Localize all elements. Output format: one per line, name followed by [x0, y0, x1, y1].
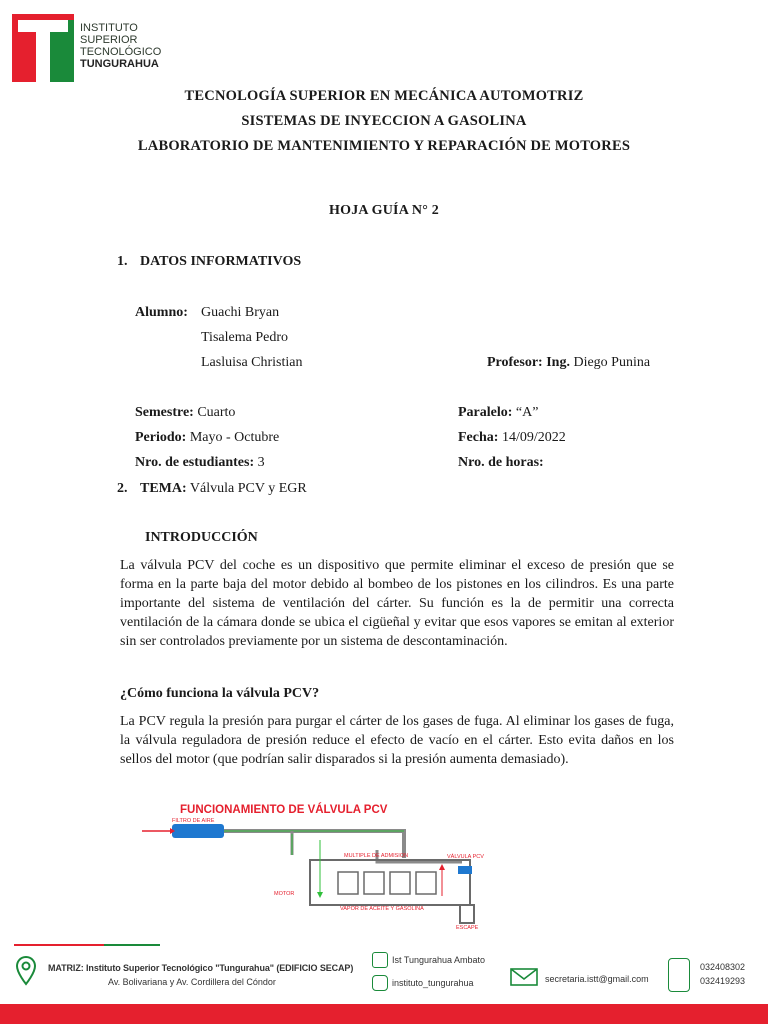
cylinder-1: [338, 872, 358, 894]
facebook-icon[interactable]: [372, 952, 388, 968]
facebook-handle[interactable]: Ist Tungurahua Ambato: [392, 955, 486, 965]
semestre-value: Cuarto: [197, 405, 236, 420]
semestre-field: [135, 405, 235, 421]
nro-horas-label: Nro. de horas:: [458, 455, 544, 470]
filtro-label: FILTRO DE AIRE: [172, 818, 215, 824]
cylinder-3: [390, 872, 410, 894]
guide-title: HOJA GUÍA N° 2: [329, 203, 439, 218]
tema-field: [140, 481, 307, 497]
institute-logo: [12, 14, 74, 82]
logo-text: [80, 22, 161, 70]
fecha-label: Fecha:: [458, 430, 499, 445]
email-address[interactable]: secretaria.istt@gmail.com: [545, 974, 649, 984]
footer-line-red: [14, 944, 104, 946]
logo-line-4: TUNGURAHUA: [80, 58, 159, 70]
logo-mark-icon: [12, 14, 74, 82]
section1-title: DATOS INFORMATIVOS: [140, 254, 302, 269]
pcv-valve-shape: [458, 866, 472, 874]
instagram-handle[interactable]: instituto_tungurahua: [392, 978, 474, 988]
air-filter-shape: [172, 824, 224, 838]
semestre-label: Semestre:: [135, 405, 194, 420]
paralelo-value: “A”: [515, 405, 539, 420]
logo-line-1: INSTITUTO: [80, 22, 138, 34]
motor-label: MOTOR: [274, 891, 295, 897]
periodo-value: Mayo - Octubre: [189, 430, 280, 445]
subject-title: SISTEMAS DE INYECCION A GASOLINA: [241, 113, 527, 129]
email-icon: [510, 968, 538, 991]
phone-icon: [668, 958, 690, 992]
pcv-diagram: [142, 800, 492, 930]
tema-value: Válvula PCV y EGR: [189, 481, 307, 496]
phone-1: 032408302: [700, 962, 746, 972]
multiple-label: MULTIPLE DE ADMISION: [344, 853, 409, 859]
phone-2: 032419293: [700, 976, 746, 986]
paralelo-label: Paralelo:: [458, 405, 513, 420]
how-paragraph: La PCV regula la presión para purgar el cárter de los gases de fuga. Al eliminar los gases de fuga, la válvula reguladora de presión reduce el efecto de vacío en el cárter. Esto evita daños en los sellos del motor (que podrían salir disparados si la presión aumenta demasiado).: [120, 714, 674, 767]
how-heading: ¿Cómo funciona la válvula PCV?: [120, 686, 320, 701]
student-1: Guachi Bryan: [201, 305, 280, 320]
instagram-icon[interactable]: [372, 975, 388, 991]
valvula-label: VÁLVULA PCV: [447, 854, 484, 860]
flow-arrow-green-head-icon: [317, 892, 323, 898]
exhaust-pipe: [460, 905, 474, 923]
section2-number: 2.: [117, 481, 128, 496]
profesor-title: Ing.: [546, 355, 570, 370]
address-line-2: Av. Bolivariana y Av. Cordillera del Cóndor: [108, 977, 276, 987]
career-title: TECNOLOGÍA SUPERIOR EN MECÁNICA AUTOMOTRIZ: [184, 88, 584, 104]
location-pin-icon: [16, 956, 36, 986]
vapor-label: VAPOR DE ACEITE Y GASOLINA: [340, 906, 424, 912]
fecha-field: [458, 430, 566, 446]
cylinder-4: [416, 872, 436, 894]
pcv-diagram-drawing: [142, 800, 492, 930]
intro-paragraph: La válvula PCV del coche es un dispositivo que permite eliminar el exceso de presión que se forma en la parte baja del motor debido al bombeo de los pistones en los cilindros. Es una parte importante del sistema de ventilación del cárter. Su función es la de permitir una correcta ventilación de la cámara donde se ubica el cigüeñal y evitar que esos vapores se emitan al exterior sin ser controlados previamente por un sistema de descontaminación.: [120, 558, 674, 649]
footer-red-bar: [0, 1004, 768, 1024]
student-3: Lasluisa Christian: [201, 355, 303, 370]
profesor-name: Diego Punina: [573, 355, 651, 370]
periodo-field: [135, 430, 279, 446]
logo-line-2: SUPERIOR: [80, 34, 138, 46]
address-line-1: MATRIZ: Instituto Superior Tecnológico "Tungurahua" (EDIFICIO SECAP): [48, 963, 354, 973]
tema-label: TEMA:: [140, 481, 187, 496]
lab-title: LABORATORIO DE MANTENIMIENTO Y REPARACIÓN DE MOTORES: [137, 138, 631, 154]
diagram-title: FUNCIONAMIENTO DE VÁLVULA PCV: [180, 804, 388, 816]
nro-estudiantes-label: Nro. de estudiantes:: [135, 455, 255, 470]
nro-estudiantes-field: [135, 455, 265, 471]
profesor-label: Profesor:: [487, 355, 543, 370]
cylinder-2: [364, 872, 384, 894]
student-2: Tisalema Pedro: [201, 330, 288, 345]
alumno-label: Alumno:: [135, 305, 188, 320]
nro-estudiantes-value: 3: [257, 455, 265, 470]
periodo-label: Periodo:: [135, 430, 187, 445]
paralelo-field: [458, 405, 538, 421]
flow-arrow-red-head-icon: [439, 864, 445, 870]
footer-address: [16, 956, 36, 991]
profesor-field: [487, 355, 650, 371]
section1-number: 1.: [117, 254, 128, 269]
intro-heading: INTRODUCCIÓN: [145, 530, 258, 545]
logo-line-3: TECNOLÓGICO: [80, 46, 162, 58]
escape-label: ESCAPE: [456, 925, 479, 930]
footer-line-green: [104, 944, 160, 946]
fecha-value: 14/09/2022: [501, 430, 566, 445]
